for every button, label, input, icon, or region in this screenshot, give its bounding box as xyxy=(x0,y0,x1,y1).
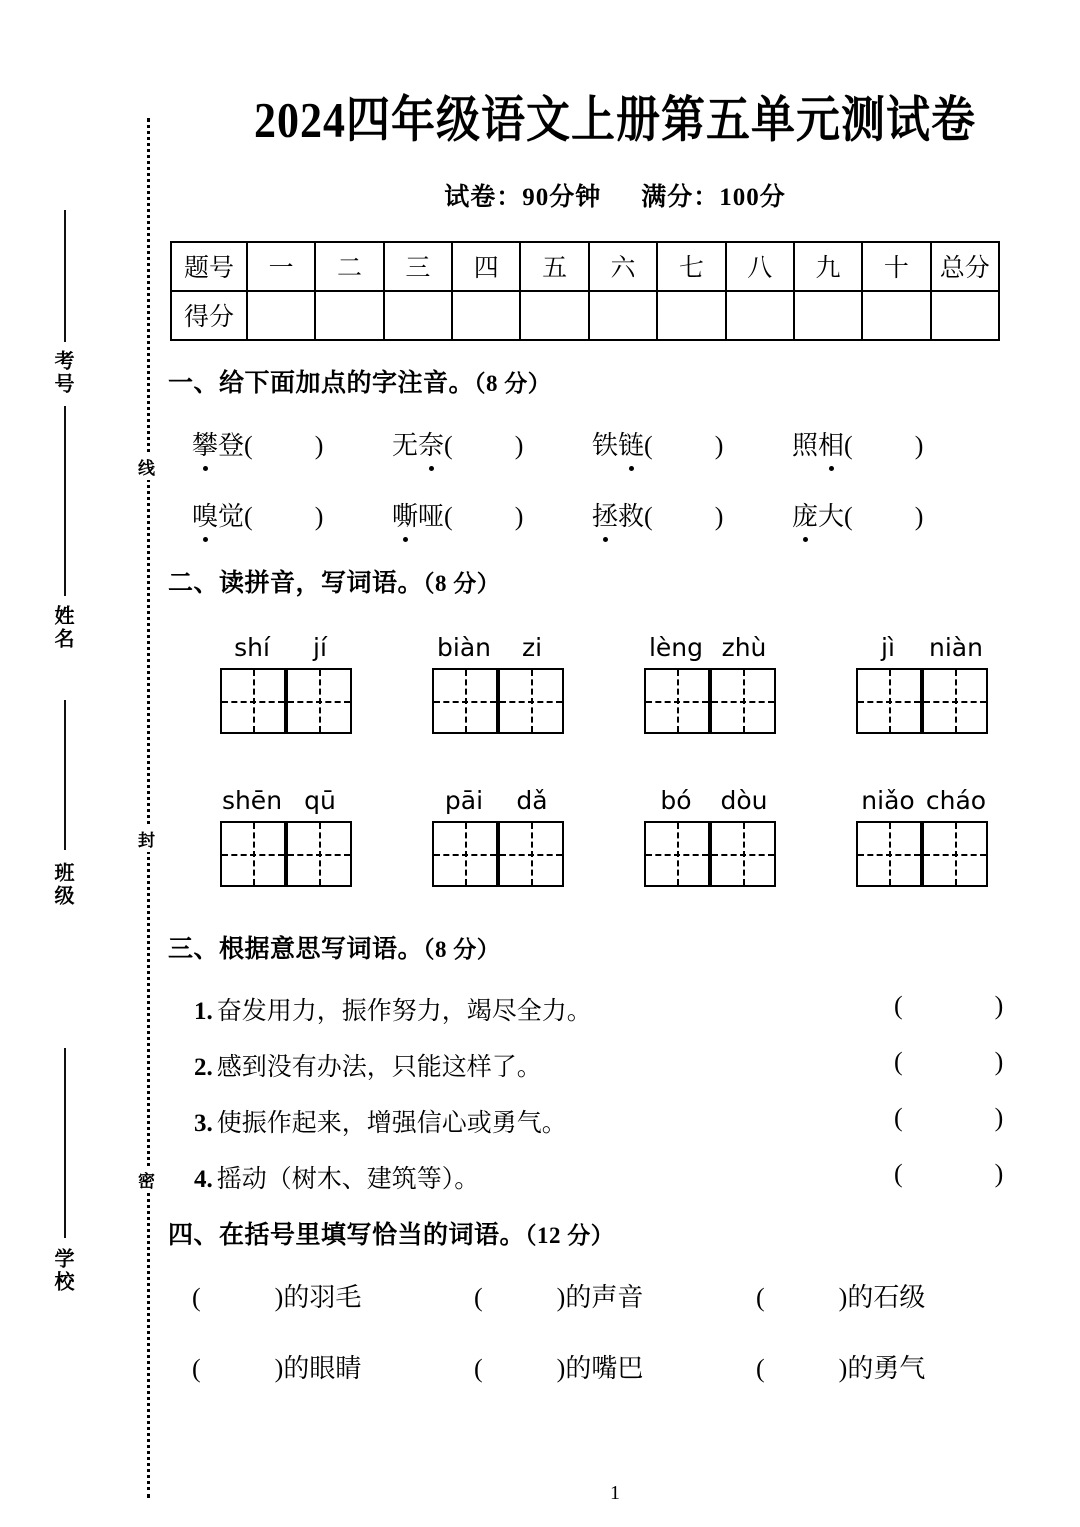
section-heading-4 xyxy=(168,1215,1080,1251)
score-table xyxy=(170,241,1000,341)
pinyin-syllable: jì xyxy=(881,632,895,662)
tianzige-group xyxy=(180,633,392,734)
tianzige-row-1 xyxy=(150,633,1080,734)
zhuyin-word xyxy=(592,502,644,531)
emphasis-dot-char: 嘶 xyxy=(392,496,418,533)
pinyin-syllable: dòu xyxy=(720,785,768,815)
tianzige-boxes xyxy=(392,821,604,887)
tianzige-cell[interactable] xyxy=(856,668,922,734)
zhuyin-item: 拯救( ) xyxy=(592,496,792,533)
tianzige-cell[interactable] xyxy=(432,821,498,887)
tianzige-cell[interactable] xyxy=(220,821,286,887)
pinyin-syllable: lèng xyxy=(648,632,704,662)
tianzige-cell[interactable] xyxy=(498,668,564,734)
item-text: 奋发用力，振作努力，竭尽全力。 xyxy=(216,997,592,1025)
item-number: 1. xyxy=(194,997,213,1025)
table-row-scores xyxy=(171,291,999,340)
fill-item[interactable]: ( )的勇气 xyxy=(756,1353,926,1383)
tianzige-group xyxy=(604,786,816,887)
score-table-col-6: 六 xyxy=(589,242,657,291)
section-1-points: （8 分） xyxy=(474,370,552,396)
zhuyin-item: 铁链( ) xyxy=(592,425,792,462)
score-cell-4[interactable] xyxy=(452,291,520,340)
emphasis-dot-char: 奈 xyxy=(418,425,444,462)
zhuyin-word xyxy=(592,431,644,460)
score-cell-5[interactable] xyxy=(520,291,588,340)
pinyin-syllable: qū xyxy=(304,785,336,815)
definition-item xyxy=(194,1102,1080,1137)
pinyin-syllable: niàn xyxy=(929,632,983,662)
tianzige-pinyin xyxy=(816,786,1028,815)
tianzige-cell[interactable] xyxy=(498,821,564,887)
tianzige-boxes xyxy=(604,821,816,887)
zhuyin-item: 庞大( ) xyxy=(792,496,992,533)
section-4-title: 四、在括号里填写恰当的词语。 xyxy=(168,1220,526,1249)
zhuyin-row-1 xyxy=(192,425,1080,462)
tianzige-boxes xyxy=(816,821,1028,887)
emphasis-dot-char: 嗅 xyxy=(192,496,218,533)
seal-margin xyxy=(0,0,154,1527)
tianzige-row-2 xyxy=(150,786,1080,887)
tianzige-pinyin xyxy=(604,786,816,815)
fill-item-label: 的羽毛 xyxy=(283,1282,362,1312)
word-char: 无 xyxy=(392,430,419,460)
fill-item-label: 的眼睛 xyxy=(283,1353,362,1383)
tianzige-boxes xyxy=(392,668,604,734)
tianzige-pinyin xyxy=(604,633,816,662)
tianzige-pinyin xyxy=(392,786,604,815)
tianzige-boxes xyxy=(604,668,816,734)
page-title: 2024四年级语文上册第五单元测试卷 xyxy=(254,92,976,148)
tianzige-group xyxy=(392,786,604,887)
zhuyin-item: 嗅觉( ) xyxy=(192,496,392,533)
tianzige-boxes xyxy=(180,668,392,734)
zhuyin-word xyxy=(192,431,244,460)
fill-item[interactable]: ( )的嘴巴 xyxy=(474,1353,644,1383)
fill-row-1 xyxy=(150,1277,1080,1314)
tianzige-cell[interactable] xyxy=(856,821,922,887)
emphasis-dot-char: 攀 xyxy=(192,425,218,462)
emphasis-dot-char: 链 xyxy=(618,425,644,462)
tianzige-pinyin xyxy=(816,633,1028,662)
fill-item[interactable]: ( )的石级 xyxy=(756,1282,926,1312)
pinyin-syllable: jí xyxy=(313,632,327,662)
score-cell-10[interactable] xyxy=(862,291,930,340)
section-4-points: （12 分） xyxy=(525,1222,615,1248)
tianzige-pinyin xyxy=(392,633,604,662)
page-number: 1 xyxy=(610,1482,620,1504)
section-heading-1 xyxy=(168,363,1080,399)
item-text: 使振作起来，增强信心或勇气。 xyxy=(216,1109,567,1137)
pinyin-syllable: zhù xyxy=(721,632,767,662)
field-rule-0 xyxy=(64,210,66,342)
tianzige-cell[interactable] xyxy=(644,821,710,887)
pinyin-syllable: zi xyxy=(521,632,543,662)
tianzige-cell[interactable] xyxy=(644,668,710,734)
score-cell-1[interactable] xyxy=(247,291,315,340)
fill-item-label: 的声音 xyxy=(565,1282,644,1312)
item-number: 2. xyxy=(194,1053,213,1081)
score-table-label-defen: 得分 xyxy=(171,291,247,340)
tianzige-cell[interactable] xyxy=(286,668,352,734)
section-heading-2 xyxy=(168,563,1080,599)
zhuyin-item: 攀登( ) xyxy=(192,425,392,462)
section-1-title: 一、给下面加点的字注音。 xyxy=(168,368,475,397)
item-number: 4. xyxy=(194,1165,213,1193)
definition-item xyxy=(194,1046,1080,1081)
zhuyin-word xyxy=(392,502,444,531)
word-char: 救 xyxy=(618,501,645,531)
definition-item xyxy=(194,990,1080,1025)
item-text: 摇动（树木、建筑等）。 xyxy=(216,1165,480,1193)
tianzige-group xyxy=(604,633,816,734)
item-text: 感到没有办法，只能这样了。 xyxy=(216,1053,542,1081)
item-number: 3. xyxy=(194,1109,213,1137)
fill-item[interactable]: ( )的声音 xyxy=(474,1282,644,1312)
score-table-col-3: 三 xyxy=(384,242,452,291)
answer-blank[interactable]: ( ) xyxy=(894,1158,1004,1188)
fill-item-label: 的石级 xyxy=(847,1282,926,1312)
tianzige-group xyxy=(816,633,1028,734)
field-rule-3 xyxy=(64,1048,66,1238)
margin-field-kaohao: 考号 xyxy=(51,350,73,396)
margin-field-banji: 班级 xyxy=(51,862,73,908)
answer-blank[interactable]: ( ) xyxy=(894,1046,1004,1076)
zhuyin-item: 无奈( ) xyxy=(392,425,592,462)
tianzige-cell[interactable] xyxy=(220,668,286,734)
pinyin-syllable: shēn xyxy=(221,785,283,815)
tianzige-cell[interactable] xyxy=(710,821,776,887)
pinyin-syllable: cháo xyxy=(925,785,987,815)
tianzige-cell[interactable] xyxy=(922,821,988,887)
zhuyin-word xyxy=(392,431,444,460)
score-table-col-7: 七 xyxy=(657,242,725,291)
score-cell-9[interactable] xyxy=(794,291,862,340)
pinyin-syllable: niǎo xyxy=(861,785,915,815)
seal-char-xian: 线 xyxy=(139,455,157,480)
zhuyin-word xyxy=(792,502,844,531)
tianzige-cell[interactable] xyxy=(710,668,776,734)
emphasis-dot-char: 相 xyxy=(818,425,844,462)
pinyin-syllable: bó xyxy=(660,785,692,815)
zhuyin-word xyxy=(192,502,244,531)
word-char: 铁 xyxy=(592,430,619,460)
word-char: 觉 xyxy=(218,501,245,531)
score-table-label-tihao: 题号 xyxy=(171,242,247,291)
zhuyin-word xyxy=(792,431,844,460)
field-rule-1 xyxy=(64,406,66,596)
tianzige-pinyin xyxy=(180,633,392,662)
word-char: 照 xyxy=(792,430,819,460)
pinyin-syllable: pāi xyxy=(444,785,484,815)
tianzige-boxes xyxy=(180,821,392,887)
score-table-col-1: 一 xyxy=(247,242,315,291)
exam-duration: 试卷：90分钟 xyxy=(444,183,602,211)
fill-item-label: 的嘴巴 xyxy=(565,1353,644,1383)
seal-char-feng: 封 xyxy=(139,827,157,852)
score-table-col-8: 八 xyxy=(726,242,794,291)
word-char: 大 xyxy=(818,501,845,531)
fill-item[interactable]: ( )的羽毛 xyxy=(192,1282,362,1312)
tianzige-cell[interactable] xyxy=(922,668,988,734)
field-rule-2 xyxy=(64,700,66,850)
section-3-title: 三、根据意思写词语。 xyxy=(168,934,424,963)
score-table-col-5: 五 xyxy=(520,242,588,291)
section-2-points: （8 分） xyxy=(423,570,501,596)
word-char: 哑 xyxy=(418,501,445,531)
score-cell-7[interactable] xyxy=(657,291,725,340)
tianzige-cell[interactable] xyxy=(432,668,498,734)
fill-item-label: 的勇气 xyxy=(847,1353,926,1383)
word-char: 登 xyxy=(218,430,245,460)
tianzige-cell[interactable] xyxy=(286,821,352,887)
tianzige-group xyxy=(392,633,604,734)
emphasis-dot-char: 庞 xyxy=(792,496,818,533)
score-cell-6[interactable] xyxy=(589,291,657,340)
zhuyin-item: 嘶哑( ) xyxy=(392,496,592,533)
zhuyin-row-2 xyxy=(192,496,1080,533)
pinyin-syllable: shí xyxy=(234,632,270,662)
score-cell-3[interactable] xyxy=(384,291,452,340)
score-table-col-2: 二 xyxy=(315,242,383,291)
emphasis-dot-char: 拯 xyxy=(592,496,618,533)
exam-page xyxy=(150,0,1080,1527)
fill-item[interactable]: ( )的眼睛 xyxy=(192,1353,362,1383)
margin-field-xingming: 姓名 xyxy=(51,605,73,651)
fill-row-2 xyxy=(150,1348,1080,1385)
tianzige-group xyxy=(180,786,392,887)
answer-blank[interactable]: ( ) xyxy=(894,1102,1004,1132)
exam-total-score: 满分：100分 xyxy=(641,183,786,211)
seal-char-mi: 密 xyxy=(139,1168,157,1193)
definition-item xyxy=(194,1158,1080,1193)
score-cell-2[interactable] xyxy=(315,291,383,340)
score-table-col-total: 总分 xyxy=(931,242,999,291)
score-table-col-9: 九 xyxy=(794,242,862,291)
score-cell-total[interactable] xyxy=(931,291,999,340)
score-table-col-10: 十 xyxy=(862,242,930,291)
tianzige-group xyxy=(816,786,1028,887)
tianzige-boxes xyxy=(816,668,1028,734)
section-3-points: （8 分） xyxy=(423,936,501,962)
tianzige-pinyin xyxy=(180,786,392,815)
pinyin-syllable: dǎ xyxy=(516,785,548,815)
answer-blank[interactable]: ( ) xyxy=(894,990,1004,1020)
table-row-headers xyxy=(171,242,999,291)
margin-field-xuexiao: 学校 xyxy=(51,1248,73,1294)
score-cell-8[interactable] xyxy=(726,291,794,340)
score-table-col-4: 四 xyxy=(452,242,520,291)
section-heading-3 xyxy=(168,929,1080,965)
section-2-title: 二、读拼音，写词语。 xyxy=(168,568,424,597)
pinyin-syllable: biàn xyxy=(437,632,491,662)
zhuyin-item: 照相( ) xyxy=(792,425,992,462)
